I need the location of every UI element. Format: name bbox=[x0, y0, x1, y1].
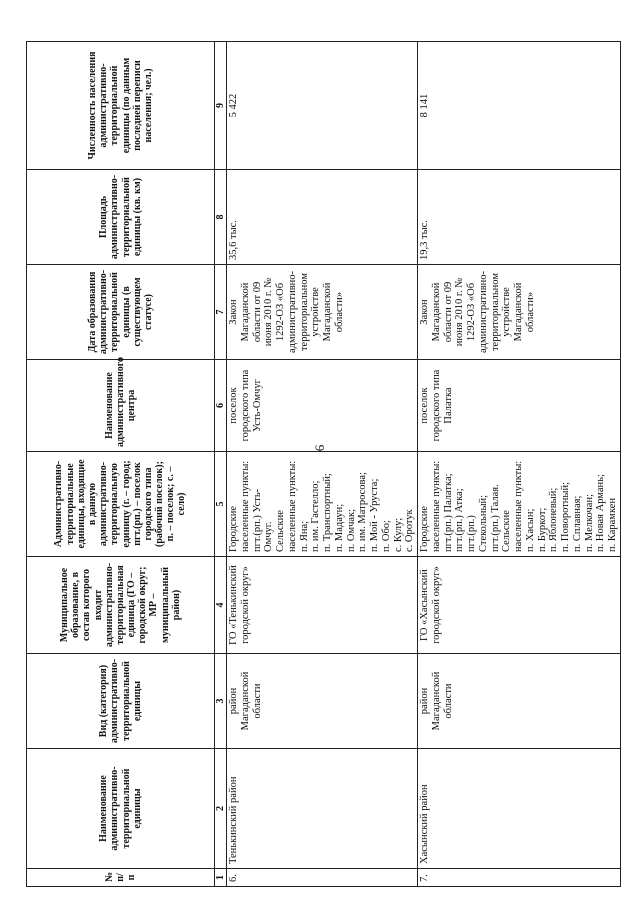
header-name: Наименование административно-территориальной единицы bbox=[27, 749, 215, 869]
col-number: 5 bbox=[215, 452, 227, 557]
settlement-line: Городские bbox=[228, 506, 240, 552]
row-kind: район Магаданской области bbox=[418, 654, 621, 749]
settlement-line: пгт.(рп.) Палатка; bbox=[442, 473, 454, 552]
col-number: 3 bbox=[215, 654, 227, 749]
settlement-line: п. Буркот; bbox=[536, 507, 548, 552]
column-numbers-row bbox=[215, 42, 227, 887]
col-number: 9 bbox=[215, 42, 227, 170]
header-settlements: Административно-территориальные единицы, входящие в данную административно-территориальную единицу (г. – город; пгт.(рп.) – поселок городского типа (рабочий поселок); п. – поселок; с. – село) bbox=[27, 452, 215, 557]
settlement-line: Городские bbox=[419, 506, 431, 552]
row-population: 5 422 bbox=[227, 42, 418, 170]
settlement-line: п. Карамкен bbox=[607, 497, 619, 552]
admin-units-table bbox=[26, 41, 621, 887]
header-num: № п/п bbox=[27, 869, 215, 887]
header-municipal: Муниципальное образование, в состав которого входит административно-территориальная единица (ГО – городской округ; МР – муниципальный район) bbox=[27, 557, 215, 654]
col-number: 6 bbox=[215, 360, 227, 452]
settlement-line: п. Яна; bbox=[298, 520, 310, 552]
settlement-line: пгт.(рп.) Атка; bbox=[454, 488, 466, 552]
settlement-line: п. Поворотный; bbox=[560, 482, 572, 552]
col-number: 2 bbox=[215, 749, 227, 869]
settlement-line: п. Мелкочан; bbox=[583, 494, 595, 552]
settlement-line: пгт.(рп.) Усть- bbox=[251, 488, 263, 552]
settlement-line: п. Новая Армань; bbox=[595, 474, 607, 552]
settlement-line: Сельские bbox=[501, 510, 513, 552]
row-name: Тенькинский район bbox=[227, 749, 418, 869]
settlement-line: п. Транспортный; bbox=[322, 473, 334, 552]
settlement-line: п. им. Гастелло; bbox=[310, 480, 322, 552]
table-row bbox=[418, 42, 621, 887]
row-date: Закон Магаданской области от 09 июня 2010 г. № 1292-ОЗ «Об административно-территориальном устройстве Магаданской области» bbox=[418, 265, 621, 360]
settlement-line: п. Омчак; bbox=[345, 508, 357, 552]
settlement-line: населенные пункты: bbox=[239, 460, 251, 552]
col-number: 4 bbox=[215, 557, 227, 654]
table-container bbox=[26, 0, 619, 905]
settlement-line: населенные пункты: bbox=[513, 460, 525, 552]
header-population: Численность населения административно-территориальной единицы (по данным последней переписи населения; чел.) bbox=[27, 42, 215, 170]
settlement-line: населенные пункты: bbox=[286, 460, 298, 552]
col-number: 8 bbox=[215, 170, 227, 265]
row-center: поселок городского типа Усть-Омчуг bbox=[227, 360, 418, 452]
settlement-line: Сельские bbox=[275, 510, 287, 552]
settlement-line: населенные пункты: bbox=[430, 460, 442, 552]
row-center: поселок городского типа Палатка bbox=[418, 360, 621, 452]
row-municipal: ГО «Тенькинский городской округ» bbox=[227, 557, 418, 654]
header-center: Наименование административного центра bbox=[27, 360, 215, 452]
row-date: Закон Магаданской области от 09 июня 2010 г. № 1292-ОЗ «Об административно-территориальном устройстве Магаданской области» bbox=[227, 265, 418, 360]
settlement-line: п. им. Матросова; bbox=[357, 472, 369, 552]
row-num: 7. bbox=[418, 869, 621, 887]
settlement-line: п. Сплавная; bbox=[571, 495, 583, 552]
settlement-line: с. Кулу; bbox=[392, 517, 404, 552]
header-area: Площадь административно-территориальной единицы (кв. км) bbox=[27, 170, 215, 265]
settlement-line: Омчуг. bbox=[263, 521, 275, 552]
row-settlements bbox=[227, 452, 418, 557]
row-population: 8 141 bbox=[418, 42, 621, 170]
col-number: 7 bbox=[215, 265, 227, 360]
row-municipal: ГО «Хасынский городской округ» bbox=[418, 557, 621, 654]
page-number: 6 bbox=[312, 444, 327, 452]
settlement-line: п. Обо; bbox=[380, 520, 392, 552]
settlement-line: пгт.(рп.) Талая. bbox=[489, 484, 501, 552]
settlement-line: Стекольный; bbox=[477, 494, 489, 552]
row-area: 35,6 тыс. bbox=[227, 170, 418, 265]
settlement-line: с. Оротук bbox=[404, 509, 416, 552]
table-row bbox=[227, 42, 418, 887]
header-row bbox=[27, 42, 215, 887]
row-area: 19,3 тыс. bbox=[418, 170, 621, 265]
header-kind: Вид (категория) административно-территориальной единицы bbox=[27, 654, 215, 749]
row-num: 6. bbox=[227, 869, 418, 887]
row-name: Хасынский район bbox=[418, 749, 621, 869]
settlement-line: п. Мой - Уруста; bbox=[369, 478, 381, 552]
header-date: Дата образования административно-территориальной единицы (в существующем статусе) bbox=[27, 265, 215, 360]
settlement-line: п. Хасын; bbox=[524, 508, 536, 552]
settlement-line: п. Мадаун; bbox=[333, 503, 345, 552]
row-settlements bbox=[418, 452, 621, 557]
col-number: 1 bbox=[215, 869, 227, 887]
settlement-line: п. Яблоневый; bbox=[548, 487, 560, 552]
row-kind: район Магаданской области bbox=[227, 654, 418, 749]
settlement-line: пгт.(рп.) bbox=[466, 515, 478, 552]
